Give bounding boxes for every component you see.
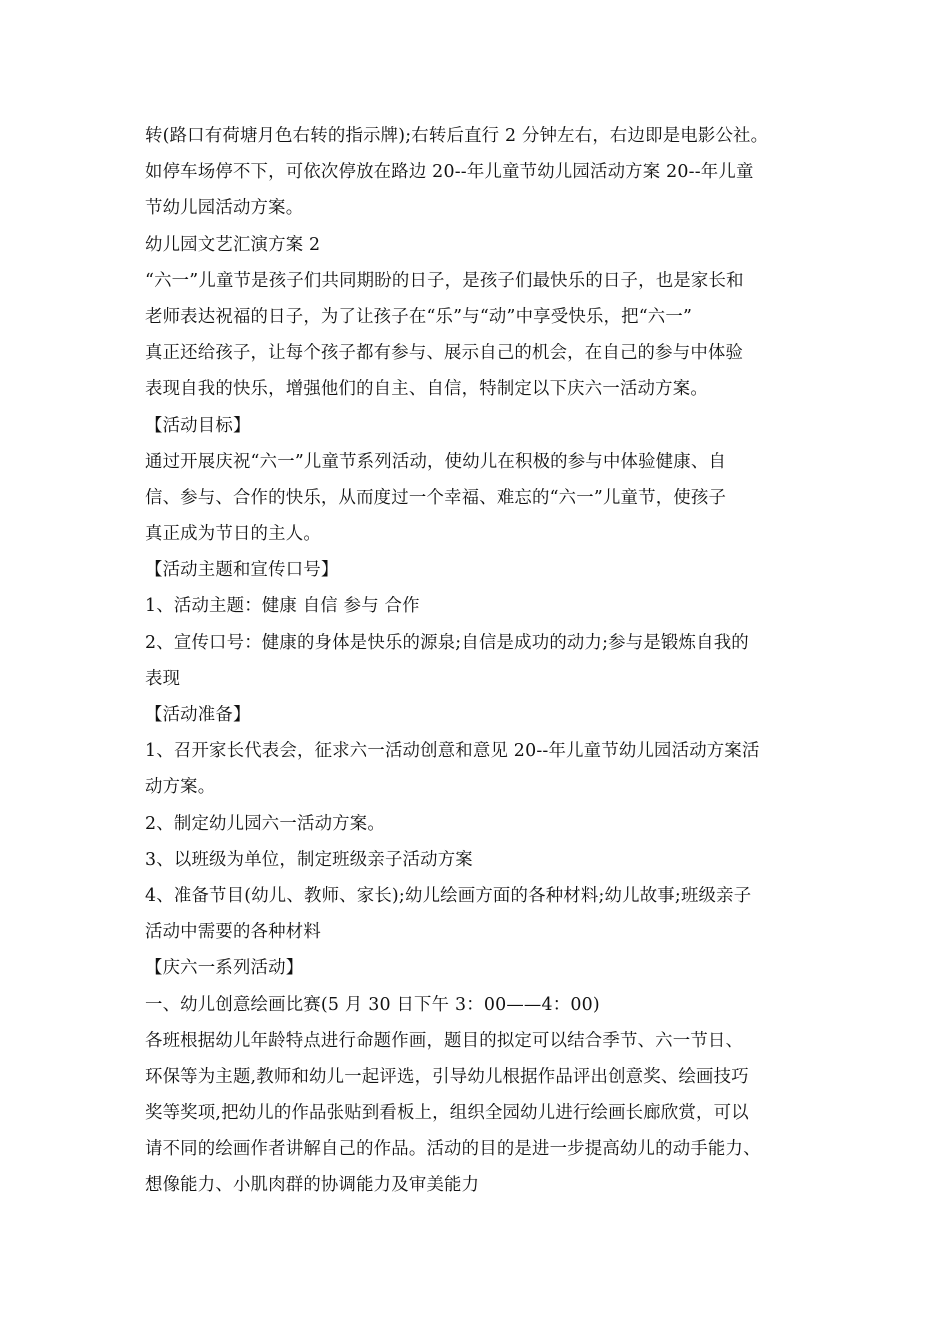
text-line: 想像能力、小肌肉群的协调能力及审美能力 (145, 1175, 480, 1196)
section-heading: 【活动主题和宣传口号】 (145, 560, 339, 581)
text-line: 动方案。 (145, 777, 216, 798)
text-line: 活动中需要的各种材料 (145, 922, 321, 943)
list-item: 3、以班级为单位，制定班级亲子活动方案 (145, 849, 473, 870)
text-line: 转(路口有荷塘月色右转的指示牌);右转后直行 2 分钟左右，右边即是电影公社。 (145, 126, 769, 146)
text-line: 节幼儿园活动方案。 (145, 198, 304, 219)
document-body (145, 118, 835, 1204)
text-line: 通过开展庆祝“六一”儿童节系列活动，使幼儿在积极的参与中体验健康、自 (145, 451, 727, 472)
section-heading: 【活动准备】 (145, 705, 251, 725)
list-item: 2、宣传口号：健康的身体是快乐的源泉;自信是成功的动力;参与是锻炼自我的 (145, 632, 749, 653)
text-line: 信、参与、合作的快乐，从而度过一个幸福、难忘的“六一”儿童节，使孩子 (145, 487, 727, 508)
section-heading: 【庆六一系列活动】 (145, 958, 304, 979)
section-heading: 幼儿园文艺汇演方案 2 (145, 234, 321, 255)
text-line: 真正成为节日的主人。 (145, 524, 321, 545)
text-line: 表现 (145, 668, 181, 689)
text-line: 真正还给孩子，让每个孩子都有参与、展示自己的机会，在自己的参与中体验 (145, 343, 744, 364)
section-heading: 【活动目标】 (145, 415, 251, 436)
list-item: 4、准备节目(幼儿、教师、家长);幼儿绘画方面的各种材料;幼儿故事;班级亲子 (145, 885, 752, 906)
list-item: 1、召开家长代表会，征求六一活动创意和意见 20--年儿童节幼儿园活动方案活 (145, 741, 760, 762)
text-line: 如停车场停不下，可依次停放在路边 20--年儿童节幼儿园活动方案 20--年儿童 (145, 162, 754, 183)
text-line: 奖等奖项,把幼儿的作品张贴到看板上，组织全园幼儿进行绘画长廊欣赏，可以 (145, 1103, 749, 1124)
text-line: 表现自我的快乐，增强他们的自主、自信，特制定以下庆六一活动方案。 (145, 379, 708, 400)
list-item: 1、活动主题：健康 自信 参与 合作 (145, 596, 420, 617)
subsection-heading: 一、幼儿创意绘画比赛(5 月 30 日下午 3：00——4：00) (145, 994, 600, 1015)
text-line: 老师表达祝福的日子，为了让孩子在“乐”与“动”中享受快乐，把“六一” (145, 306, 693, 327)
text-line: 请不同的绘画作者讲解自己的作品。活动的目的是进一步提高幼儿的动手能力、 (145, 1139, 761, 1160)
list-item: 2、制定幼儿园六一活动方案。 (145, 813, 385, 834)
text-line: “六一”儿童节是孩子们共同期盼的日子，是孩子们最快乐的日子，也是家长和 (145, 270, 744, 291)
text-line: 环保等为主题,教师和幼儿一起评选，引导幼儿根据作品评出创意奖、绘画技巧 (145, 1066, 749, 1087)
text-line: 各班根据幼儿年龄特点进行命题作画，题目的拟定可以结合季节、六一节日、 (145, 1030, 744, 1051)
